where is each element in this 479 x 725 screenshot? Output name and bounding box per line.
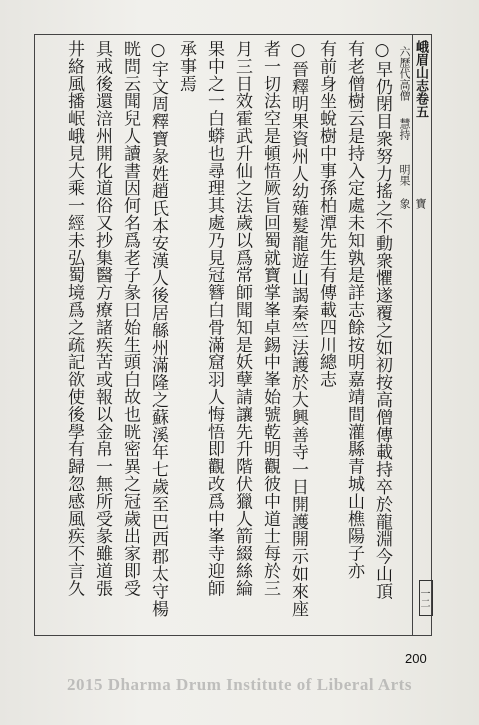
text-column-2: 有老僧樹云是持入定處未知孰是詳志餘按明嘉靖間灌縣青城山樵陽子亦 (344, 40, 364, 580)
running-title: 峨眉山志卷五 (413, 40, 428, 118)
margin-divider (412, 34, 413, 636)
monk-name-huichi: 慧持 (398, 118, 411, 140)
text-column-10: 晄問云聞兒人讀書因何名爲老子彖曰始生頭白故也晄密異之冠歲出家即受 (120, 40, 140, 597)
text-column-9: ○宇文周釋寶彖姓趙氏本安漢人後居緜州滿隆之蘇溪年七歲至巴西郡太守楊 (148, 40, 168, 618)
page-number: 200 (405, 651, 427, 666)
text-column-5: 者一切法空是頓悟厥旨回蜀就寶掌峯卓錫中峯始號乾明觀彼中道士每於三 (260, 40, 280, 597)
page-mark: 一二 (418, 588, 429, 608)
section-title: 六歷代高僧 (398, 46, 411, 101)
text-column-6: 月三日效霍武升仙之法歲以爲常師聞知是妖孽請讓先升階伏獵人箭綴絲綸 (232, 40, 252, 597)
text-column-8: 承事焉 (176, 40, 196, 93)
text-column-1: ○早仍閉目衆努力搖之不動衆懼遂覆之如初按高僧傳載持卒於龍淵今山頂 (372, 40, 392, 600)
text-column-11: 具戒後還涪州開化道俗又抄集醫方療諸疾苦或報以金帛一無所受彖雖道張 (92, 40, 112, 597)
text-column-12: 井絡風播岷峨見大乘一經未弘蜀境爲之疏記欲使後學有歸忽感風疾不言久 (64, 40, 84, 597)
text-column-3: 有前身坐蛻樹中事孫柏潭先生有傳載四川總志 (316, 40, 336, 388)
text-column-7: 果中之一白蟒也尋理其處乃見冠簪白骨滿窟羽人悔悟即觀改爲中峯寺迎師 (204, 40, 224, 597)
watermark-text: 2015 Dharma Drum Institute of Liberal Arts (67, 675, 412, 694)
text-column-4: ○晉釋明果資州人幼薙髮龍遊山謁秦竺法護於大興善寺一日開護開示如來座 (288, 40, 308, 618)
monk-name-baoxiang: 寶象 (398, 198, 427, 209)
monk-name-mingguo: 明果 (398, 164, 411, 186)
